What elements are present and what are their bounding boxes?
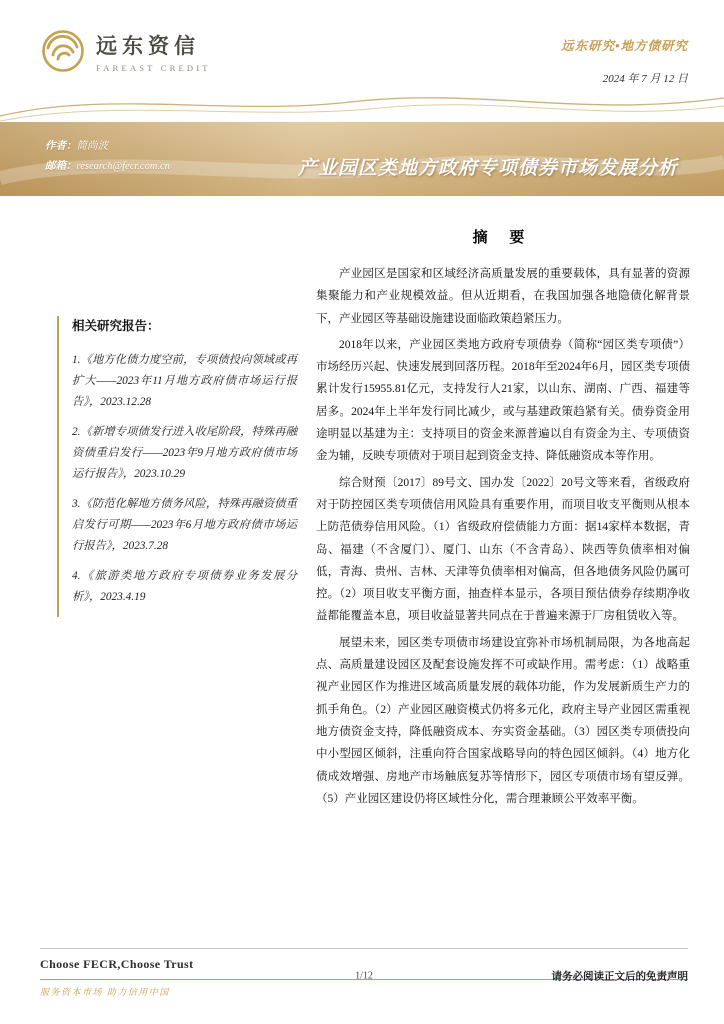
brand-name-cn: 远东资信 [96,33,200,58]
wave-decoration [0,82,724,124]
related-reports-heading: 相关研究报告： [72,319,160,333]
header [40,28,688,86]
report-title: 产业园区类地方政府专项债券市场发展分析 [298,158,679,179]
abstract-heading: 摘 要 [472,230,534,246]
abstract-paragraph: 综合财预〔2017〕89号文、国办发〔2022〕20号文等来看，省级政府对于防控园区类专项债信用风险具有重要作用，而项目收支平衡则从根本上防范债券信用风险。（1）省级政府偿债能力方面：据14家样本数据，青岛、福建（不含厦门）、厦门、山东（不含青岛）、陕西等负债率相对偏低，青海、贵州、吉林、天津等负债率相对偏高，但各地债务风险仍属可控。（2）项目收支平衡方面，抽查样本显示，各项目预估债券存续期净收益都能覆盖本息，项目收益显著共同点在于普遍来源于厂房租赁收入等。 [316,476,690,623]
related-report-item: 2.《新增专项债发行进入收尾阶段，特殊再融资债重启发行——2023年9月地方政府债市场运行报告》，2023.10.29 [72,426,297,480]
related-reports-list [72,350,297,608]
title-banner [0,122,724,196]
brand-name-en: FAREAST CREDIT [96,62,211,73]
email-address[interactable]: research@fecr.com.cn [76,161,170,172]
page-footer [40,948,688,998]
related-report-item: 3.《防范化解地方债务风险，特殊再融资债重启发行可期——2023年6月地方政府债市场运行报告》，2023.7.28 [72,498,297,552]
footer-disclaimer: 请务必阅读正文后的免责声明 [551,971,688,983]
brand-logo [40,28,211,74]
email-label: 邮箱： [45,161,77,172]
abstract-section [316,226,690,814]
related-report-item: 4.《旅游类地方政府专项债券业务发展分析》，2023.4.19 [72,570,297,603]
footer-slogan-cn: 服务资本市场 助力信用中国 [40,987,170,997]
page-number: 1/12 [355,970,373,982]
research-series-label: 远东研究•地方债研究 [561,39,688,53]
abstract-paragraph: 2018年以来，产业园区类地方政府专项债券（简称“园区类专项债”）市场经历兴起、快速发展到回落历程。2018年至2024年6月，园区类专项债累计发行15955.81亿元，支持发行人21家，以山东、湖南、广西、福建等居多。2024年上半年发行同比减少，或与基建政策趋紧有关。债券资金用途明显以基建为主：支持项目的资金来源普遍以自有资金为主、专项债资金为辅，反映专项债对于项目起到资金支持、降低融资成本等作用。 [316,338,690,463]
related-report-item: 1.《地方化债力度空前，专项债投向领域或再扩大——2023年11月地方政府债市场运行报告》，2023.12.28 [72,354,297,408]
author-block [45,137,170,177]
header-meta [561,28,688,86]
report-date: 2024 年 7 月 12 日 [602,73,688,85]
abstract-paragraph: 产业园区是国家和区域经济高质量发展的重要载体，具有显著的资源集聚能力和产业规模效益。但从近期看，在我国加强各地隐债化解背景下，产业园区等基础设施建设面临政策趋紧压力。 [316,268,690,325]
abstract-paragraph: 展望未来，园区类专项债市场建设宜弥补市场机制局限，为各地高起点、高质量建设园区及配套设施发挥不可或缺作用。需考虑：（1）战略重视产业园区作为推进区域高质量发展的载体功能，作为发展新质生产力的抓手角色。（2）产业园区融资模式仍将多元化，政府主导产业园区需重视地方债资金支持，降低融资成本、夯实资金基础。（3）园区类专项债投向中小型园区倾斜，注重向符合国家战略导向的特色园区倾斜。（4）地方化债成效增强、房地产市场触底复苏等情形下，园区专项债市场有望反弹。（5）产业园区建设仍将区域性分化，需合理兼顾公平效率平衡。 [316,636,690,805]
brand-name [96,30,211,73]
email-line [45,157,170,177]
abstract-body [316,263,690,810]
related-reports-sidebar [57,316,297,617]
author-name: 简尚波 [76,141,108,152]
logo-swirl-icon [40,28,86,74]
author-line [45,137,170,157]
author-label: 作者： [45,141,77,152]
footer-slogan-en: Choose FECR,Choose Trust [40,957,194,971]
